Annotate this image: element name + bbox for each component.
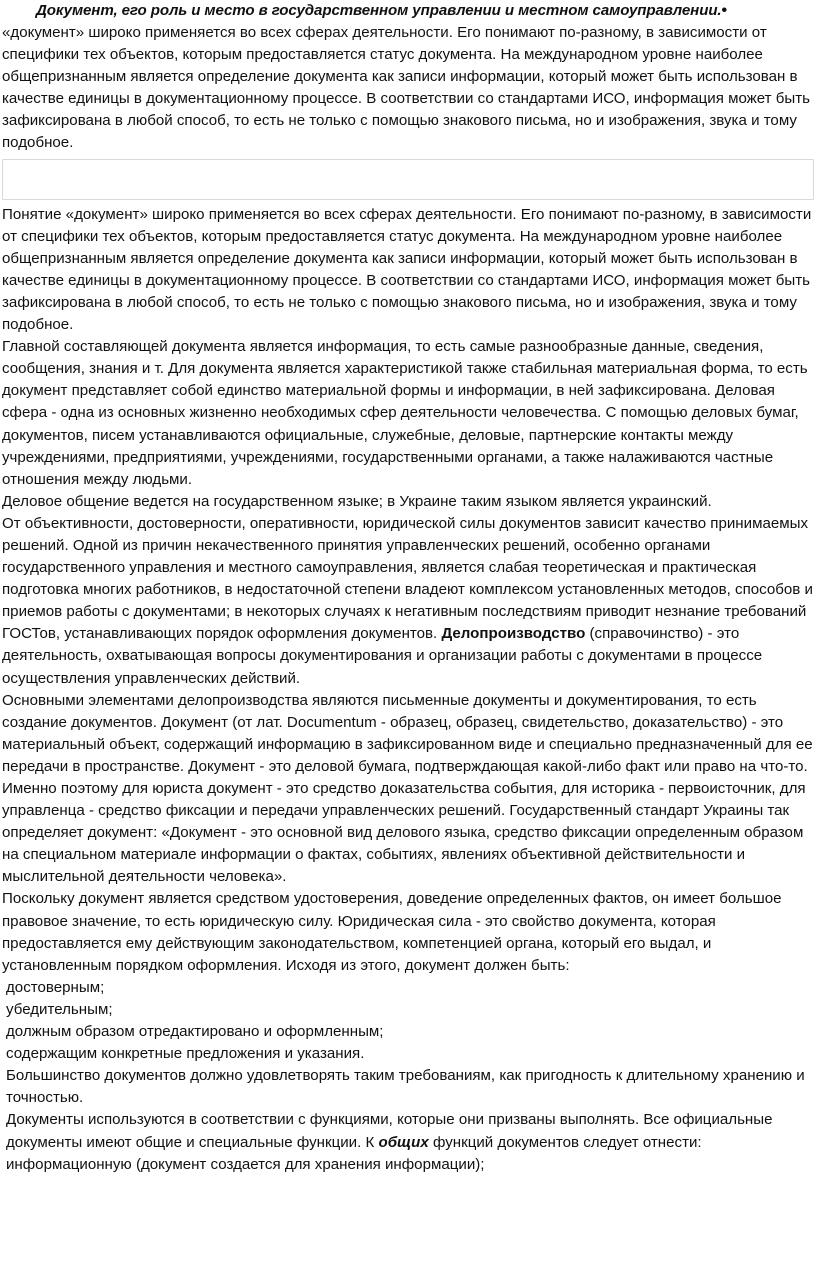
list-item: содержащим конкретные предложения и указания. xyxy=(6,1045,365,1063)
paragraph-8-text-a: Документы используются в соответствии с функциями, которые они призваны выполнять. Все официальные документы имеют общие и специальные функции. К xyxy=(6,1111,773,1151)
paragraph-8-text-b: функций документов следует отнести: xyxy=(432,1133,702,1151)
paragraph-6: Поскольку документ является средством удостоверения, доведение определенных фактов, он имеет большое правовое значение, то есть юридическую силу. Юридическая сила - это свойство документа, которая предоставляется ему действующим законодательством, компетенцией органа, который его выдал, и установленным порядком оформления. Исходя из этого, документ должен быть: xyxy=(2,890,782,974)
list-item: достоверным; xyxy=(6,978,105,996)
list-item: информационную (документ создается для хранения информации); xyxy=(6,1155,485,1173)
document-title-text: Документ, его роль и место в государственном управлении и местном самоуправлении. xyxy=(36,2,722,19)
document-title xyxy=(0,0,816,22)
list-item: должным образом отредактировано и оформленным; xyxy=(6,1023,384,1041)
bullet-icon: • xyxy=(721,2,728,19)
intro-paragraph: «документ» широко применяется во всех сферах деятельности. Его понимают по-разному, в зависимости от специфики тех объектов, которым предоставляется статус документа. На международном уровне наиболее общепризнанным является определение документа как записи информации, который может быть использован в качестве единицы в документационному процессе. В соответствии со стандартами ИСО, информация может быть зафиксирована в любой способ, то есть не только с помощью знакового письма, но и изображения, звука и тому подобное. xyxy=(2,24,811,152)
paragraph-4-text-a: От объективности, достоверности, оперативности, юридической силы документов зависит качество принимаемых решений. Одной из причин некачественного принятия управленческих решений, особенно органами государственного управления и местного самоуправления, является слабая теоретическая и практическая подготовка многих работников, в недостаточной степени владеют комплексом установленных методов, способов и приемов работы с документами; в некоторых случаях к негативным последствиям приводит незнание требований ГОСТов, устанавливающих порядок оформления документов. xyxy=(2,514,813,643)
paragraph-3: Деловое общение ведется на государственном языке; в Украине таким языком является украинский. xyxy=(2,492,712,510)
term-deloproizvodstvo: Делопроизводство xyxy=(441,625,586,643)
paragraph-1: Понятие «документ» широко применяется во всех сферах деятельности. Его понимают по-разному, в зависимости от специфики тех объектов, которым предоставляется статус документа. На международном уровне наиболее общепризнанным является определение документа как записи информации, который может быть использован в качестве единицы в документационному процессе. В соответствии со стандартами ИСО, информация может быть зафиксирована в любой способ, то есть не только с помощью знакового письма, но и изображения, звука и тому подобное. xyxy=(2,205,812,334)
paragraph-2: Главной составляющей документа является информация, то есть самые разнообразные данные, сведения, сообщения, знания и т. Для документа является характеристикой также стабильная материальная форма, то есть документ представляет собой единство материальной формы и информации, в ней зафиксирована. Деловая сфера - одна из основных жизненно необходимых сфер деятельности человечества. С помощью деловых бумаг, документов, писем устанавливаются официальные, служебные, деловые, партнерские контакты между учреждениями, предприятиями, учреждениями, государственными органами, а также налаживаются частные отношения между людьми. xyxy=(2,338,808,488)
term-obshchikh: общих xyxy=(378,1133,429,1151)
paragraph-4-text-b: (справочинство) - это деятельность, охватывающая вопросы документирования и организации работы с документами в процессе осуществления управленческих действий. xyxy=(2,625,763,687)
paragraph-7: Большинство документов должно удовлетворять таким требованиям, как пригодность к длительному хранению и точностью. xyxy=(6,1067,805,1107)
paragraph-5: Основными элементами делопроизводства являются письменные документы и документирования, то есть создание документов. Документ (от лат. Documentum - образец, образец, свидетельство, доказательство) - это материальный объект, содержащий информацию в зафиксированном виде и специально предназначенный для ее передачи в пространстве. Документ - это деловой бумага, подтверждающая какой-либо факт или право на что-то. Именно поэтому для юриста документ - это средство доказательства события, для историка - первоисточник, для управленца - средство фиксации и передачи управленческих решений. Государственный стандарт Украины так определяет документ: «Документ - это основной вид делового языка, средство фиксации определенным образом на специальном материале информации о фактах, событиях, явлениях объективной действительности и мыслительной деятельности человека». xyxy=(2,691,813,886)
empty-text-box[interactable] xyxy=(2,159,814,200)
paragraph-8 xyxy=(0,1109,816,1153)
paragraph-4 xyxy=(0,513,816,690)
list-item: убедительным; xyxy=(6,1000,113,1018)
